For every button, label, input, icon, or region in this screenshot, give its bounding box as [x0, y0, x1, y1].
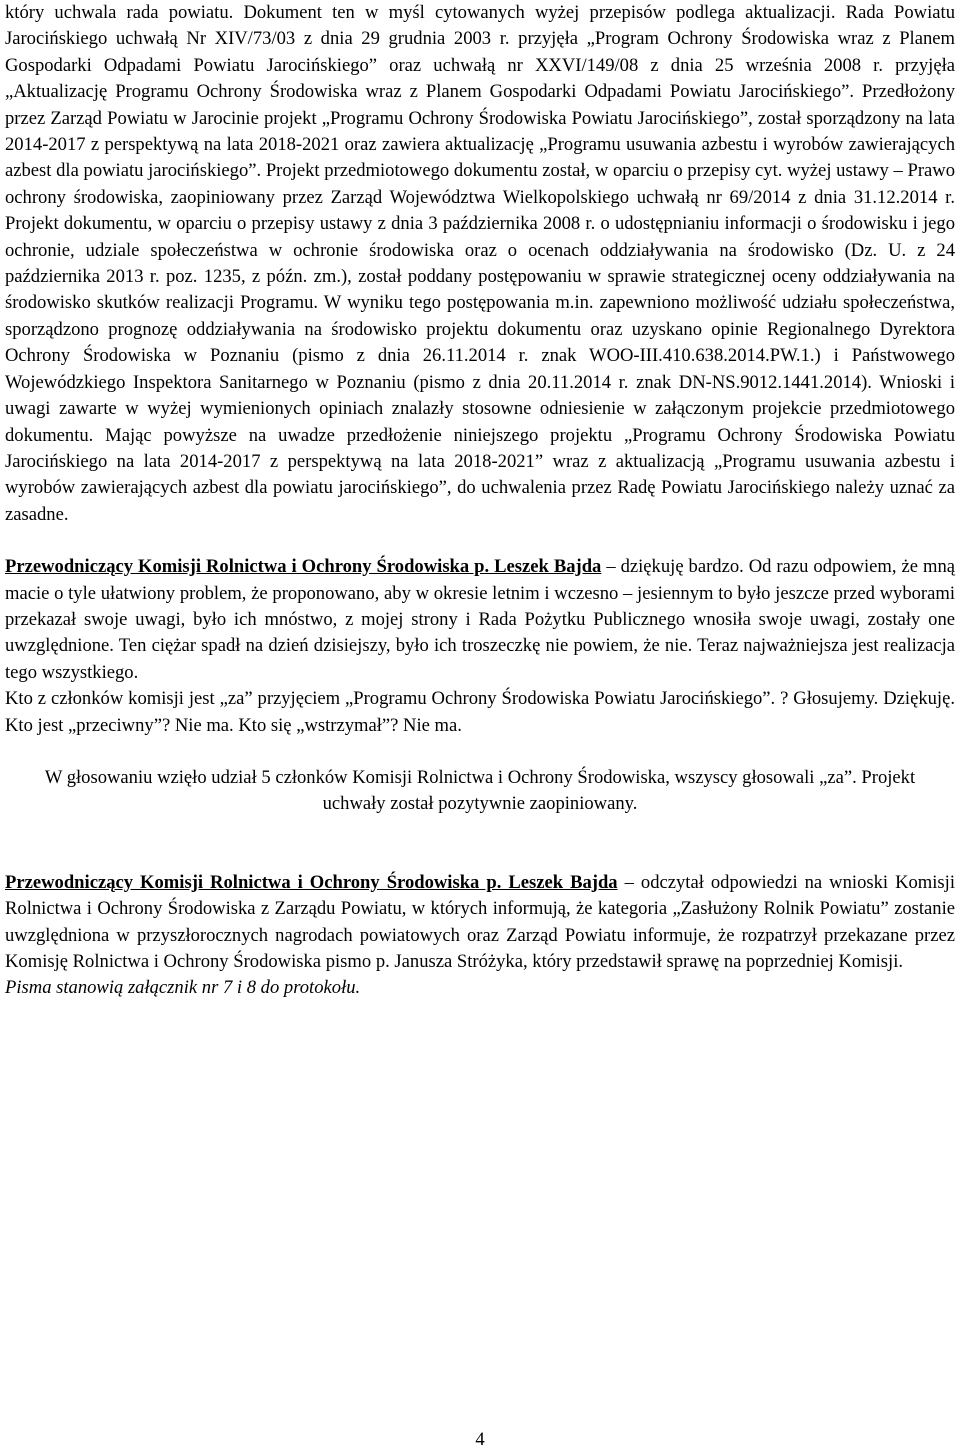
page-number: 4	[475, 1429, 485, 1450]
paragraph-chairman-response	[5, 554, 955, 686]
paragraph-chairman-reading	[5, 870, 955, 976]
speaker-name: Przewodniczący Komisji Rolnictwa i Ochrony Środowiska p. Leszek Bajda	[5, 871, 618, 893]
paragraph-voting-call: Kto z członków komisji jest „za” przyjęciem „Programu Ochrony Środowiska Powiatu Jarocińskiego”. ? Głosujemy. Dziękuję. Kto jest „przeciwny”? Nie ma. Kto się „wstrzymał”? Nie ma.	[5, 688, 955, 736]
spacer	[5, 528, 955, 554]
speaker-statement: – odczytał odpowiedzi na wnioski Komisji Rolnictwa i Ochrony Środowiska z Zarządu Powiatu, w których informują, że kategoria „Zasłużony Rolnik Powiatu” zostanie uwzględniona w przyszłorocznych nagrodach powiatowych oraz Zarząd Powiatu informuje, że rozpatrzył przekazane przez Komisję Rolnictwa i Ochrony Środowiska pismo p. Janusza Stróżyka, który przedstawił sprawę na poprzedniej Komisji.	[5, 871, 955, 972]
spacer	[5, 818, 955, 870]
document-page	[5, 0, 955, 1002]
speaker-name: Przewodniczący Komisji Rolnictwa i Ochrony Środowiska p. Leszek Bajda	[5, 556, 602, 578]
paragraph-program-history: który uchwala rada powiatu. Dokument ten w myśl cytowanych wyżej przepisów podlega aktualizacji. Rada Powiatu Jarocińskiego uchwałą Nr XIV/73/03 z dnia 29 grudnia 2003 r. przyjęła „Program Ochrony Środowiska wraz z Planem Gospodarki Odpadami Powiatu Jarocińskiego” oraz uchwałą nr XXVI/149/08 z dnia 25 września 2008 r. przyjęła „Aktualizację Programu Ochrony Środowiska wraz z Planem Gospodarki Odpadami Powiatu Jarocińskiego”. Przedłożony przez Zarząd Powiatu w Jarocinie projekt „Programu Ochrony Środowiska Powiatu Jarocińskiego”, został sporządzony na lata 2014-2017 z perspektywą na lata 2018-2021 oraz zawiera aktualizację „Programu usuwania azbestu i wyrobów zawierających azbest dla powiatu jarocińskiego”. Projekt przedmiotowego dokumentu został, w oparciu o przepisy cyt. wyżej ustawy – Prawo ochrony środowiska, zaopiniowany przez Zarząd Województwa Wielkopolskiego uchwałą nr 69/2014 z dnia 31.12.2014 r. Projekt dokumentu, w oparciu o przepisy ustawy z dnia 3 października 2008 r. o udostępnianiu informacji o środowisku i jego ochronie, udziale społeczeństwa w ochronie środowiska oraz o ocenach oddziaływania na środowisko (Dz. U. z 24 października 2013 r. poz. 1235, z późn. zm.), został poddany postępowaniu w sprawie strategicznej oceny oddziaływania na środowisko skutków realizacji Programu. W wyniku tego postępowania m.in. zapewniono możliwość udziału społeczeństwa, sporządzono prognozę oddziaływania na środowisko projektu dokumentu oraz uzyskano opinie Regionalnego Dyrektora Ochrony Środowiska w Poznaniu (pismo z dnia 26.11.2014 r. znak WOO-III.410.638.2014.PW.1.) i Państwowego Wojewódzkiego Inspektora Sanitarnego w Poznaniu (pismo z dnia 20.11.2014 r. znak DN-NS.9012.1441.2014). Wnioski i uwagi zawarte w wyżej wymienionych opiniach znalazły stosowne odniesienie w załączonym projekcie przedmiotowego dokumentu. Mając powyższe na uwadze przedłożenie niniejszego projektu „Programu Ochrony Środowiska Powiatu Jarocińskiego na lata 2014-2017 z perspektywą na lata 2018-2021” wraz z aktualizacją „Programu usuwania azbestu i wyrobów zawierających azbest dla powiatu jarocińskiego”, do uchwalenia przez Radę Powiatu Jarocińskiego należy uznać za zasadne.	[5, 2, 955, 525]
attachment-note: Pisma stanowią załącznik nr 7 i 8 do protokołu.	[5, 977, 361, 999]
spacer	[5, 739, 955, 765]
vote-result: W głosowaniu wzięło udział 5 członków Komisji Rolnictwa i Ochrony Środowiska, wszyscy głosowali „za”. Projekt uchwały został pozytywnie zaopiniowany.	[44, 766, 916, 815]
speaker-statement: – dziękuję bardzo. Od razu odpowiem, że mną macie o tyle ułatwiony problem, że proponowano, aby w okresie letnim i wczesno – jesiennym to było jeszcze przed wyborami przekazał swoje uwagi, było ich mnóstwo, z mojej strony i Rada Pożytku Publicznego wnosiła swoje uwagi, zostały one uwzględnione. Ten ciężar spadł na dzień dzisiejszy, było ich troszeczkę nie powiem, że nie. Teraz najważniejsza jest realizacja tego wszystkiego.	[5, 556, 955, 683]
